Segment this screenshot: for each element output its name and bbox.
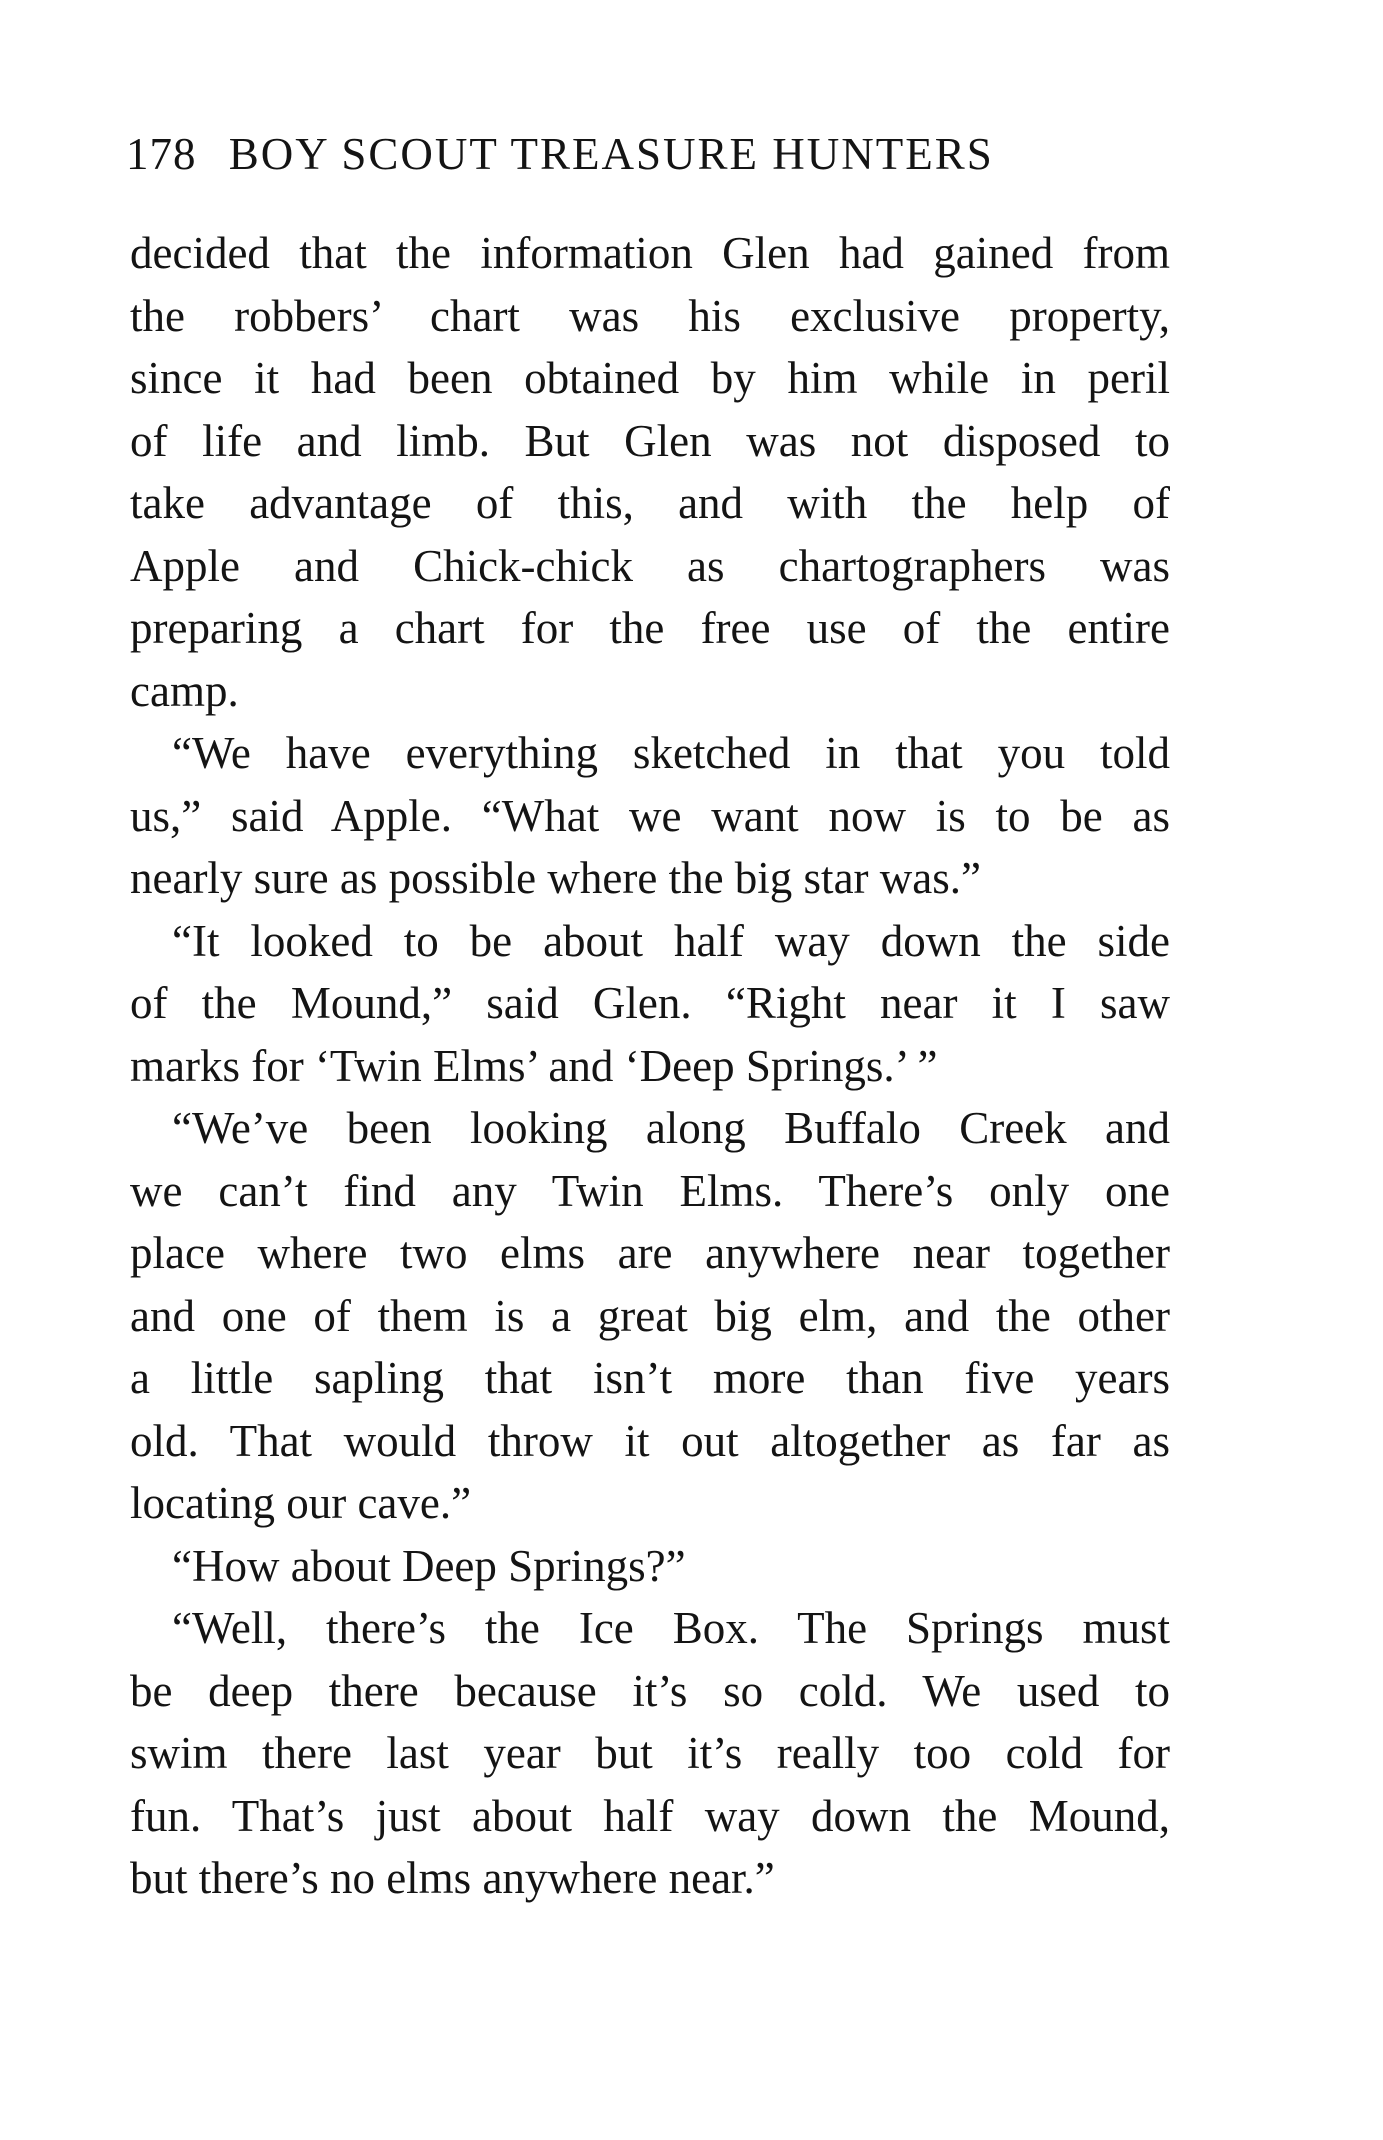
text-line: take advantage of this, and with the help of: [130, 478, 1170, 528]
text-line: since it had been obtained by him while in peril: [130, 353, 1170, 403]
text-line: and one of them is a great big elm, and the other: [130, 1290, 1170, 1341]
text-line: a little sapling that isn’t more than five years: [130, 1353, 1170, 1403]
text-line: of the Mound,” said Glen. “Right near it I saw: [130, 978, 1170, 1028]
text-line: “It looked to be about half way down the side: [172, 915, 1170, 966]
text-line: be deep there because it’s so cold. We used to: [130, 1665, 1170, 1716]
text-line: “We’ve been looking along Buffalo Creek and: [172, 1103, 1170, 1153]
running-title: BOY SCOUT TREASURE HUNTERS: [228, 129, 994, 179]
text-line: fun. That’s just about half way down the Mound,: [130, 1790, 1170, 1841]
text-line: place where two elms are anywhere near together: [130, 1228, 1170, 1278]
text-line: marks for ‘Twin Elms’ and ‘Deep Springs.’ ”: [130, 1040, 938, 1091]
page-header: [126, 128, 1166, 198]
text-line: camp.: [130, 665, 239, 716]
text-line: swim there last year but it’s really too cold for: [130, 1728, 1170, 1778]
paragraph: [130, 1535, 1170, 1598]
text-line: of life and limb. But Glen was not disposed to: [130, 415, 1170, 466]
text-line: preparing a chart for the free use of the entire: [130, 603, 1170, 653]
paragraph: [130, 910, 1170, 1098]
text-line: locating our cave.”: [130, 1478, 472, 1528]
paragraph: [130, 722, 1170, 910]
text-line: but there’s no elms anywhere near.”: [130, 1853, 775, 1903]
text-line: “How about Deep Springs?”: [172, 1540, 686, 1591]
text-line: old. That would throw it out altogether as far as: [130, 1415, 1170, 1466]
text-line: Apple and Chick-chick as chartographers was: [130, 540, 1170, 591]
text-line: decided that the information Glen had gained from: [130, 228, 1170, 278]
paragraph: [130, 1597, 1170, 1910]
text-line: nearly sure as possible where the big star was.”: [130, 853, 981, 903]
text-line: “Well, there’s the Ice Box. The Springs must: [172, 1603, 1170, 1653]
paragraph: [130, 1097, 1170, 1535]
body-text: [130, 222, 1170, 1910]
text-line: us,” said Apple. “What we want now is to be as: [130, 790, 1170, 841]
paragraph: [130, 222, 1170, 722]
page-number: 178: [126, 129, 197, 179]
text-line: the robbers’ chart was his exclusive property,: [130, 290, 1170, 341]
text-line: we can’t find any Twin Elms. There’s only one: [130, 1165, 1170, 1216]
text-line: “We have everything sketched in that you told: [172, 728, 1170, 778]
